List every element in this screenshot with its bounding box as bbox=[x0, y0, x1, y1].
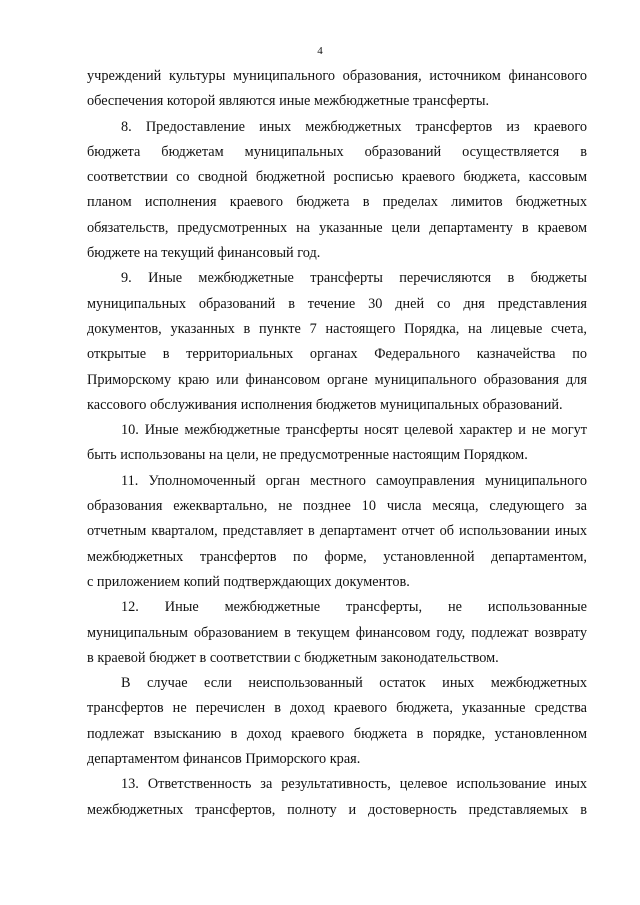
text-line: быть использованы на цели, не предусмотренные настоящим Порядком. bbox=[87, 447, 528, 464]
text-line: бюджете на текущий финансовый год. bbox=[87, 245, 321, 262]
document-body bbox=[87, 64, 587, 823]
text-line: подлежат взысканию в доход краевого бюджета в порядке, установленном bbox=[87, 725, 587, 742]
text-line: департаментом финансов Приморского края. bbox=[87, 751, 361, 768]
text-line: муниципальных образований в течение 30 дней со дня представления bbox=[87, 295, 587, 312]
text-line: 12. Иные межбюджетные трансферты, не использованные bbox=[121, 599, 587, 616]
text-line: соответствии со сводной бюджетной росписью краевого бюджета, кассовым bbox=[87, 169, 587, 186]
text-line: планом исполнения краевого бюджета в пределах лимитов бюджетных bbox=[87, 194, 587, 211]
text-line: открытые в территориальных органах Федерального казначейства по bbox=[87, 346, 587, 363]
text-line: документов, указанных в пункте 7 настоящего Порядка, на лицевые счета, bbox=[87, 320, 587, 337]
text-line: с приложением копий подтверждающих документов. bbox=[87, 573, 410, 590]
text-line: образования ежеквартально, не позднее 10 числа месяца, следующего за bbox=[87, 498, 587, 515]
text-line: муниципальным образованием в текущем финансовом году, подлежат возврату bbox=[87, 624, 587, 641]
text-line: обеспечения которой являются иные межбюджетные трансферты. bbox=[87, 93, 490, 110]
text-line: 13. Ответственность за результативность, целевое использование иных bbox=[121, 776, 587, 793]
text-line: обязательств, предусмотренных на указанные цели департаменту в краевом bbox=[87, 219, 587, 236]
page-number: 4 bbox=[317, 45, 323, 57]
text-line: 10. Иные межбюджетные трансферты носят целевой характер и не могут bbox=[121, 422, 587, 439]
text-line: 8. Предоставление иных межбюджетных трансфертов из краевого bbox=[121, 118, 587, 135]
text-line: В случае если неиспользованный остаток иных межбюджетных bbox=[121, 675, 587, 692]
text-line: в краевой бюджет в соответствии с бюджетным законодательством. bbox=[87, 649, 499, 666]
text-line: межбюджетных трансфертов по форме, установленной департаментом, bbox=[87, 548, 587, 565]
text-line: кассового обслуживания исполнения бюджетов муниципальных образований. bbox=[87, 396, 563, 413]
text-line: межбюджетных трансфертов, полноту и достоверность представляемых в bbox=[87, 801, 587, 818]
text-line: учреждений культуры муниципального образования, источником финансового bbox=[87, 68, 587, 84]
text-line: Приморскому краю или финансовом органе муниципального образования для bbox=[87, 371, 587, 388]
text-line: 9. Иные межбюджетные трансферты перечисляются в бюджеты bbox=[121, 270, 587, 287]
text-line: бюджета бюджетам муниципальных образований осуществляется в bbox=[87, 143, 587, 160]
text-line: 11. Уполномоченный орган местного самоуправления муниципального bbox=[121, 472, 587, 489]
text-line: трансфертов не перечислен в доход краевого бюджета, указанные средства bbox=[87, 700, 587, 717]
text-line: отчетным кварталом, представляет в департамент отчет об использовании иных bbox=[87, 523, 587, 540]
